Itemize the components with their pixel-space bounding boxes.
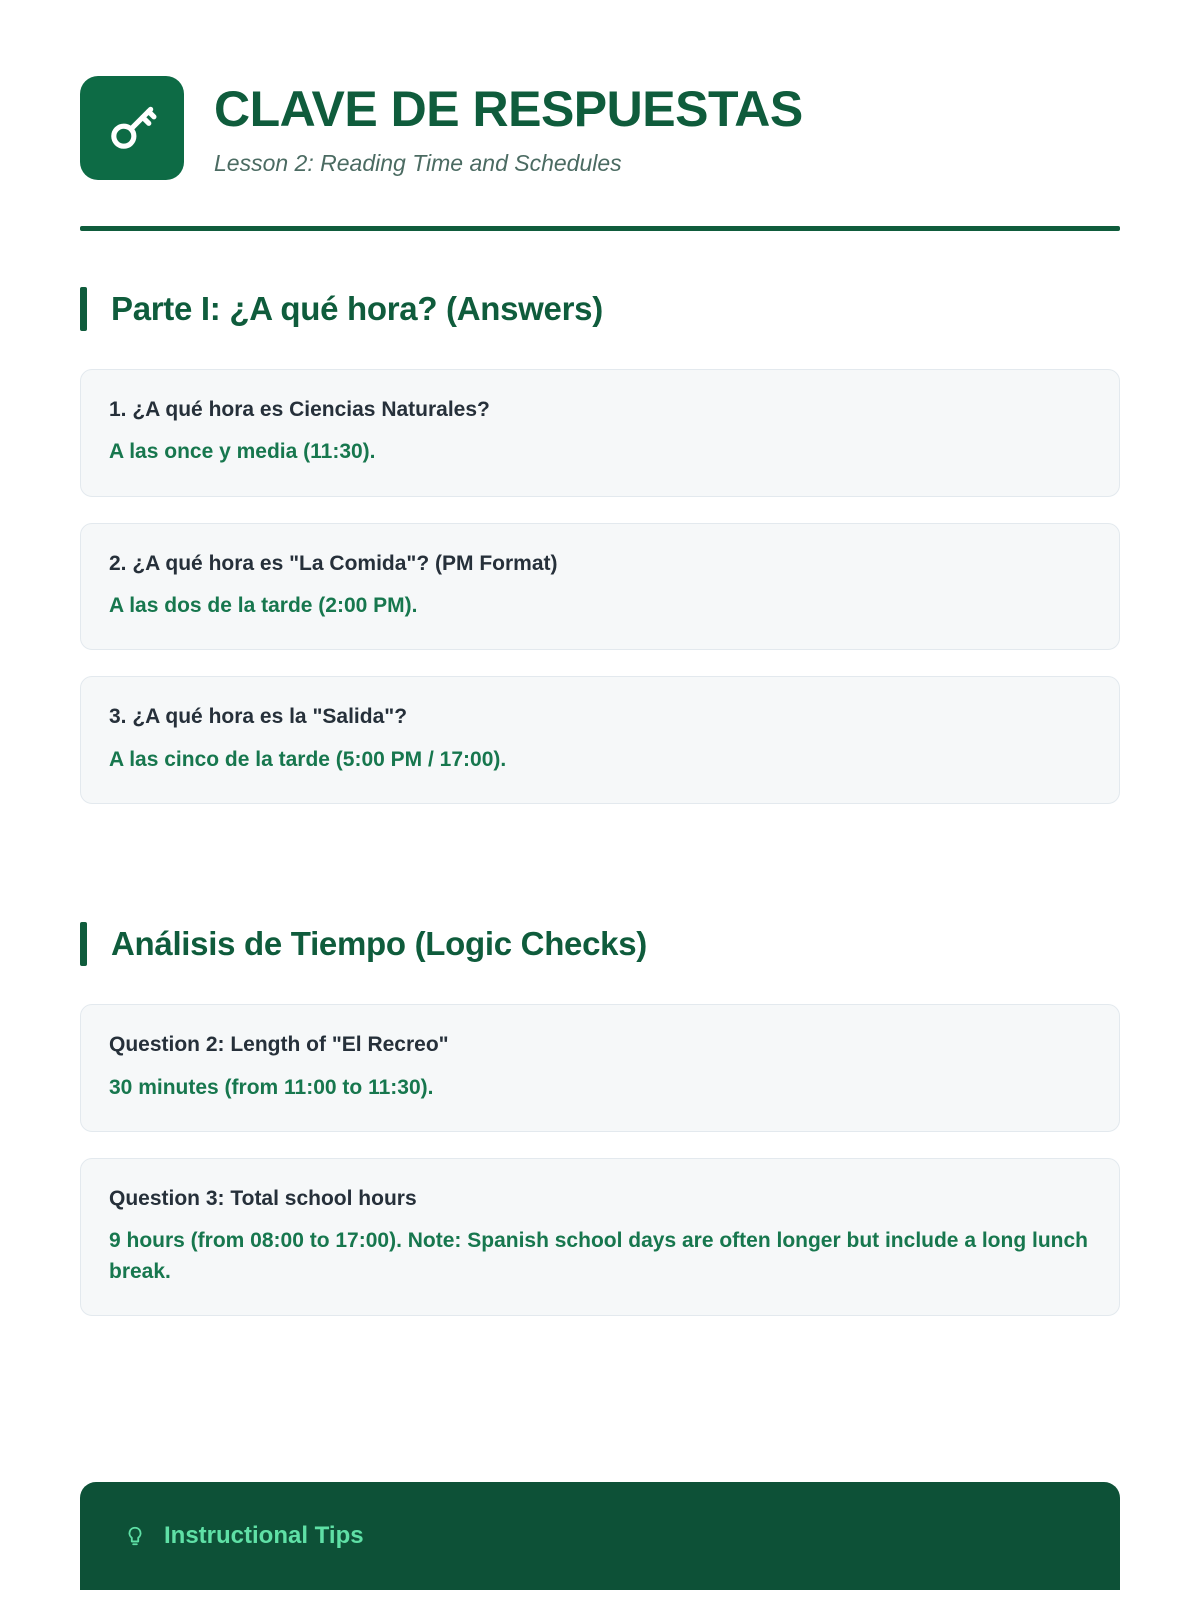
instructional-tips-panel <box>80 1482 1120 1590</box>
section-accent-bar <box>80 922 87 966</box>
answer-card <box>80 369 1120 497</box>
answer-list-2 <box>80 1004 1120 1316</box>
section-title-2: Análisis de Tiempo (Logic Checks) <box>111 925 647 963</box>
question-text: Question 2: Length of "El Recreo" <box>109 1033 449 1057</box>
tips-title-row <box>124 1522 1076 1550</box>
answer-card <box>80 1004 1120 1132</box>
lightbulb-icon <box>124 1525 146 1547</box>
question-text: Question 3: Total school hours <box>109 1186 417 1210</box>
section-title-1: Parte I: ¿A qué hora? (Answers) <box>111 290 603 327</box>
answer-card <box>80 1158 1120 1316</box>
answer-text: A las dos de la tarde (2:00 PM). <box>109 594 418 618</box>
question-text: 2. ¿A qué hora es "La Comida"? (PM Format) <box>109 551 558 575</box>
answer-card <box>80 523 1120 651</box>
answer-card <box>80 676 1120 804</box>
page-subtitle: Lesson 2: Reading Time and Schedules <box>214 150 622 176</box>
document-header <box>80 76 1120 180</box>
section-heading-1 <box>80 287 1120 331</box>
header-text <box>214 76 803 177</box>
answer-text: 9 hours (from 08:00 to 17:00). Note: Spanish school days are often longer but include a long lunch break. <box>109 1229 1088 1283</box>
tips-title: Instructional Tips <box>164 1522 364 1549</box>
section-accent-bar <box>80 287 87 331</box>
answer-text: 30 minutes (from 11:00 to 11:30). <box>109 1075 434 1099</box>
answer-list-1 <box>80 369 1120 804</box>
answer-text: A las cinco de la tarde (5:00 PM / 17:00). <box>109 747 507 771</box>
page-title: CLAVE DE RESPUESTAS <box>214 81 803 137</box>
question-text: 3. ¿A qué hora es la "Salida"? <box>109 705 408 729</box>
section-heading-2 <box>80 922 1120 966</box>
question-text: 1. ¿A qué hora es Ciencias Naturales? <box>109 398 490 421</box>
key-icon <box>104 100 160 156</box>
section-spacer <box>80 830 1120 866</box>
key-badge <box>80 76 184 180</box>
header-divider <box>80 226 1120 231</box>
answer-text: A las once y media (11:30). <box>109 440 376 464</box>
